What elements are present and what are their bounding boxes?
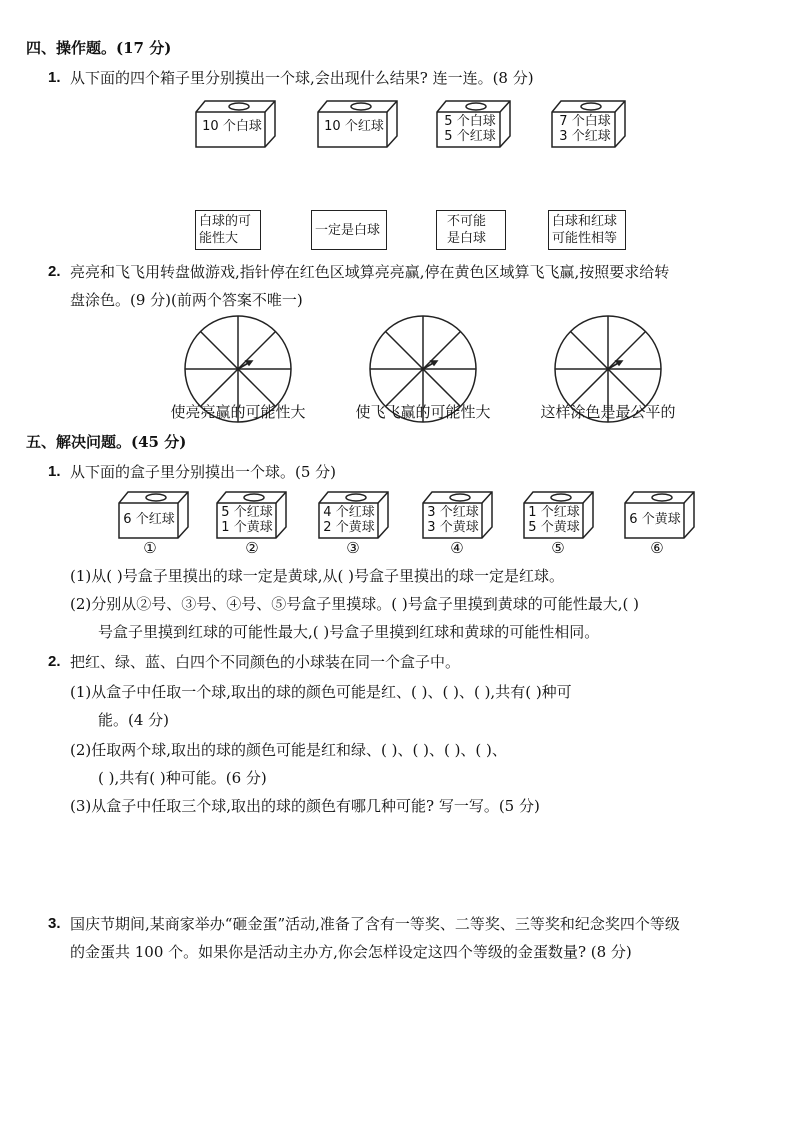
question-text: 从下面的四个箱子里分别摸出一个球,会出现什么结果? 连一连。(8 分) bbox=[70, 69, 534, 87]
result-line: 能性大 bbox=[199, 231, 239, 246]
sub-question: ( ),共有( )种可能。(6 分) bbox=[98, 769, 267, 787]
question-text: 国庆节期间,某商家举办“砸金蛋”活动,准备了含有一等奖、二等奖、三等奖和纪念奖四个等级 bbox=[70, 915, 680, 933]
spinner-caption: 这样涂色是最公平的 bbox=[540, 403, 676, 421]
box-label: 3 个红球 bbox=[427, 505, 479, 520]
question-text: 的金蛋共 100 个。如果你是活动主办方,你会怎样设定这四个等级的金蛋数量? (8 分) bbox=[70, 943, 632, 961]
box-label: 6 个红球 bbox=[123, 512, 175, 527]
result-card[interactable] bbox=[436, 210, 506, 250]
question-text: 盘涂色。(9 分)(前两个答案不唯一) bbox=[70, 291, 303, 309]
result-line: 白球的可 bbox=[199, 214, 252, 229]
box-number-mark: ② bbox=[245, 539, 259, 557]
box-label: 2 个黄球 bbox=[323, 520, 375, 535]
question-text: 亮亮和飞飞用转盘做游戏,指针停在红色区域算亮亮赢,停在黄色区域算飞飞赢,按照要求给转 bbox=[70, 263, 670, 281]
spinner-caption: 使亮亮赢的可能性大 bbox=[170, 403, 306, 421]
sub-question: (3)从盒子中任取三个球,取出的球的颜色有哪几种可能? 写一写。(5 分) bbox=[70, 797, 540, 815]
result-line: 是白球 bbox=[447, 231, 487, 246]
section-4-title: 四、操作题。(17 分) bbox=[26, 39, 172, 57]
box-label: 1 个黄球 bbox=[221, 520, 273, 535]
sub-question: (2)任取两个球,取出的球的颜色可能是红和绿、( )、( )、( )、( )、 bbox=[70, 741, 507, 759]
box-label: 1 个红球 bbox=[528, 505, 580, 520]
result-line: 可能性相等 bbox=[552, 231, 618, 246]
box-label: 7 个白球 bbox=[559, 114, 611, 129]
box-label: 3 个黄球 bbox=[427, 520, 479, 535]
spinner-caption: 使飞飞赢的可能性大 bbox=[355, 403, 491, 421]
result-line: 白球和红球 bbox=[552, 214, 618, 229]
box-label: 4 个红球 bbox=[323, 505, 375, 520]
box-label: 5 个红球 bbox=[221, 505, 273, 520]
box-label: 10 个红球 bbox=[324, 119, 384, 134]
box-number-mark: ③ bbox=[346, 539, 360, 557]
question-number: 3. bbox=[48, 915, 61, 932]
question-text: 把红、绿、蓝、白四个不同颜色的小球装在同一个盒子中。 bbox=[70, 653, 461, 671]
box-label: 5 个白球 bbox=[444, 114, 496, 129]
sub-question: 号盒子里摸到红球的可能性最大,( )号盒子里摸到红球和黄球的可能性相同。 bbox=[98, 623, 600, 641]
sub-question: (1)从盒子中任取一个球,取出的球的颜色可能是红、( )、( )、( ),共有( )种可 bbox=[70, 683, 572, 701]
result-card[interactable] bbox=[311, 210, 387, 250]
question-number: 2. bbox=[48, 653, 61, 670]
box-label: 10 个白球 bbox=[202, 119, 262, 134]
box-label: 5 个红球 bbox=[444, 129, 496, 144]
box-number-mark: ⑥ bbox=[650, 539, 664, 557]
section-5-title: 五、解决问题。(45 分) bbox=[26, 433, 187, 451]
box-label: 6 个黄球 bbox=[629, 512, 681, 527]
result-card[interactable] bbox=[548, 210, 626, 250]
box-label: 3 个红球 bbox=[559, 129, 611, 144]
sub-question: (2)分别从②号、③号、④号、⑤号盒子里摸球。( )号盒子里摸到黄球的可能性最大,( ) bbox=[70, 595, 639, 613]
box-number-mark: ④ bbox=[450, 539, 464, 557]
question-number: 1. bbox=[48, 463, 61, 480]
question-text: 从下面的盒子里分别摸出一个球。(5 分) bbox=[70, 463, 337, 481]
result-line: 一定是白球 bbox=[315, 223, 381, 238]
question-number: 2. bbox=[48, 263, 61, 280]
question-number: 1. bbox=[48, 69, 61, 86]
sub-question: (1)从( )号盒子里摸出的球一定是黄球,从( )号盒子里摸出的球一定是红球。 bbox=[70, 567, 564, 585]
box-number-mark: ① bbox=[143, 539, 157, 557]
box-number-mark: ⑤ bbox=[551, 539, 565, 557]
sub-question: 能。(4 分) bbox=[98, 711, 170, 729]
result-line: 不可能 bbox=[447, 214, 487, 229]
result-card[interactable] bbox=[195, 210, 261, 250]
box-label: 5 个黄球 bbox=[528, 520, 580, 535]
